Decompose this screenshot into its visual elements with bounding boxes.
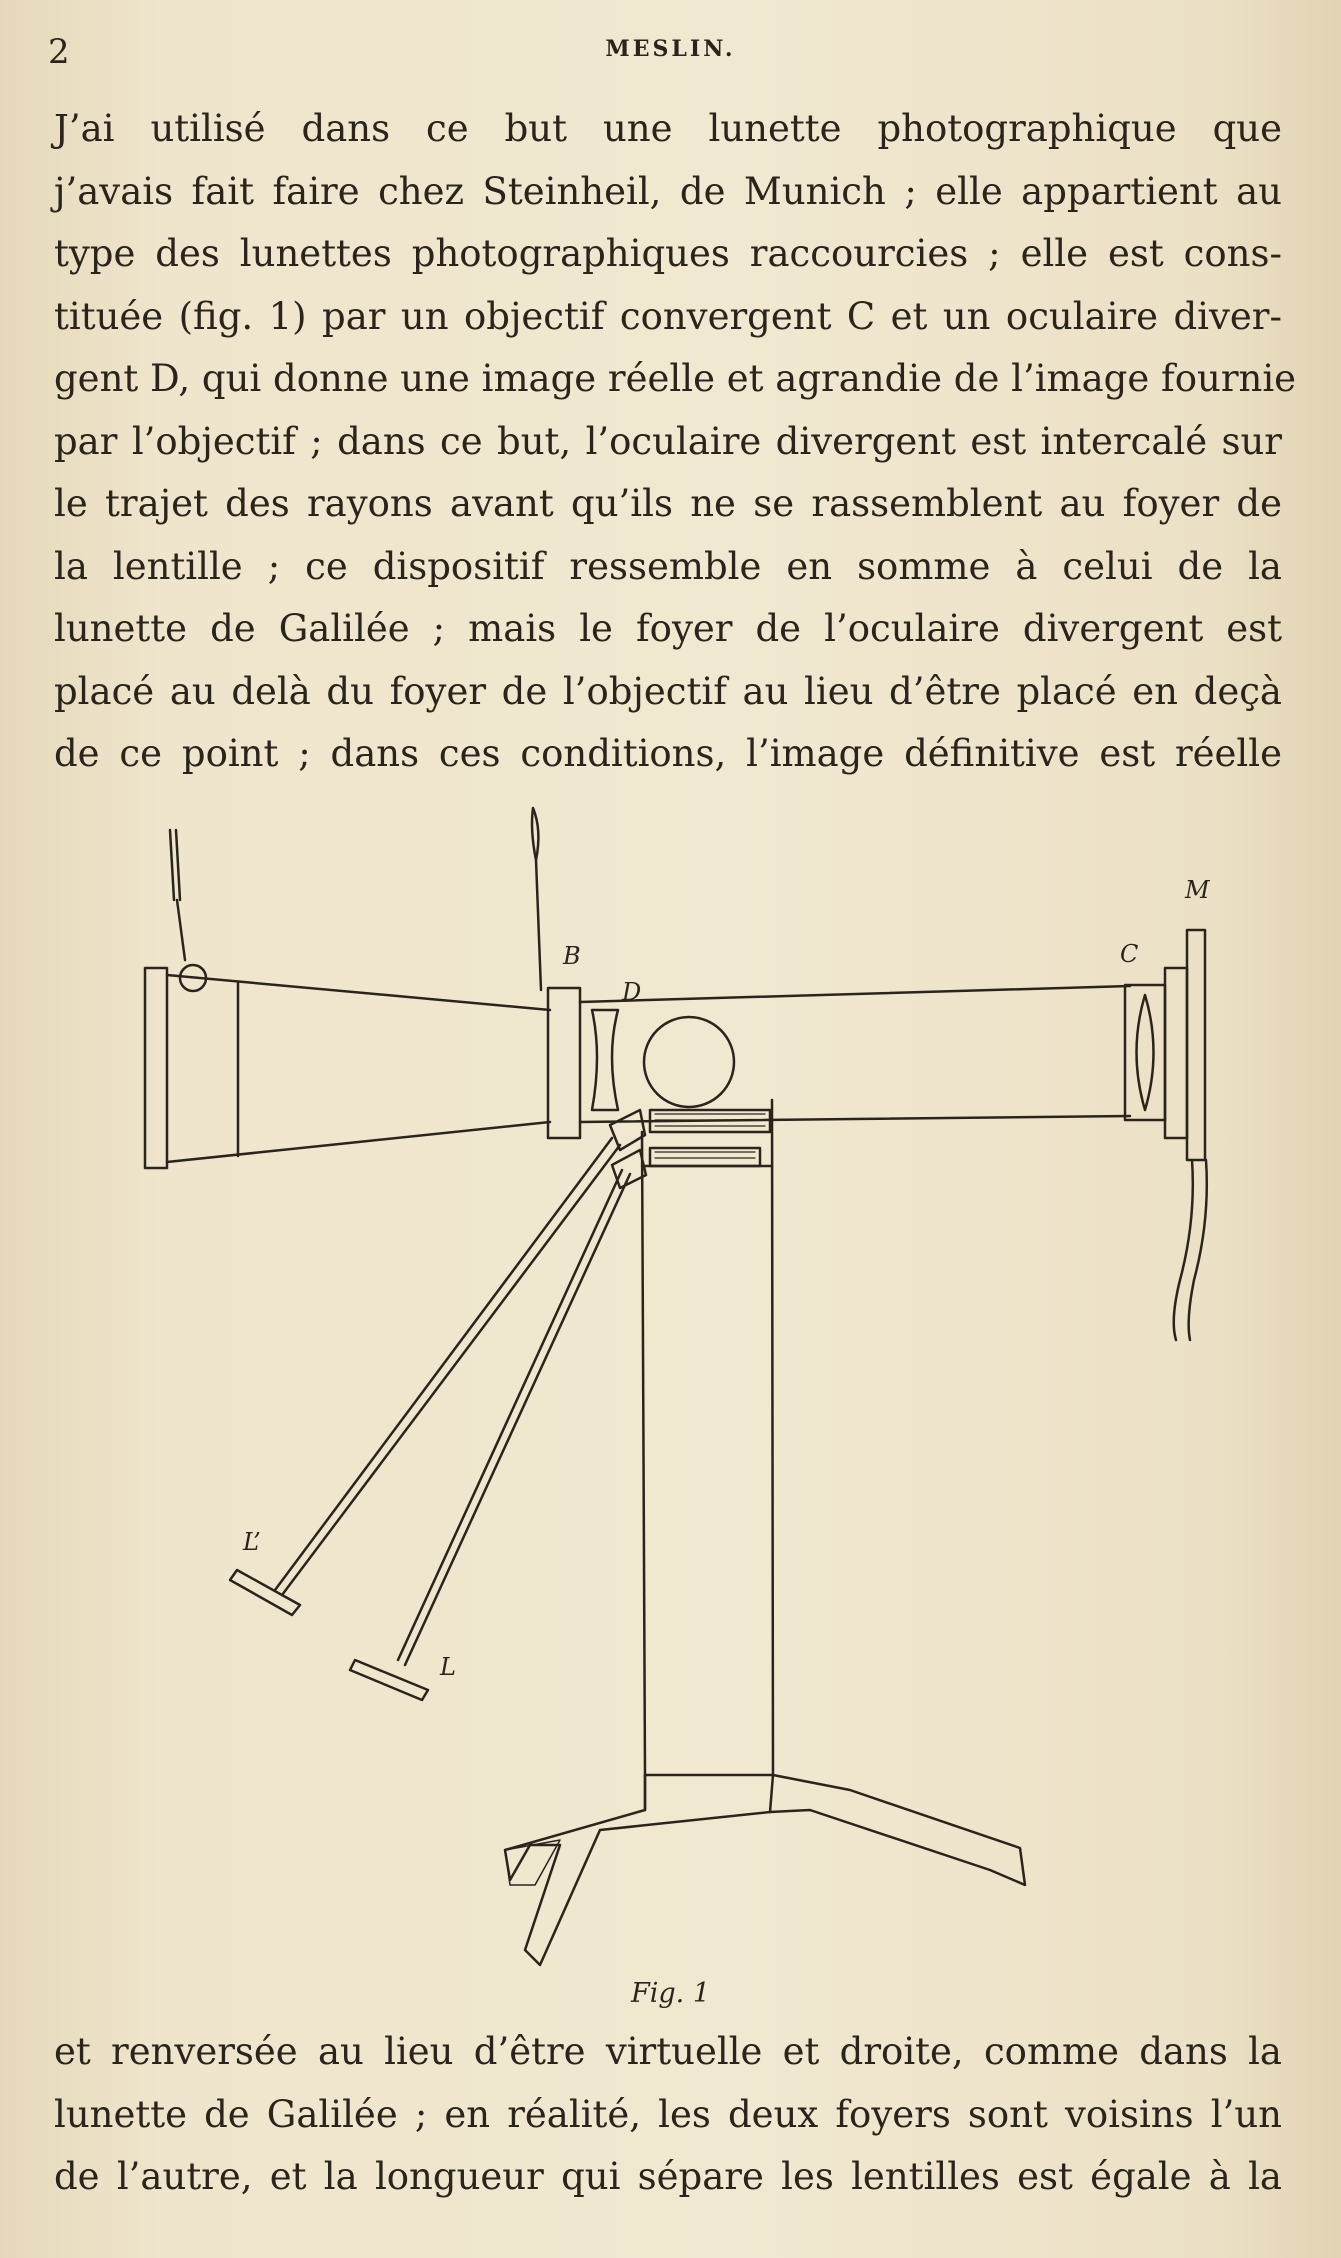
cone-bottom: [167, 1122, 550, 1162]
text-line: lunette de Galilée ; mais le foyer de l’oculaire divergent est: [54, 607, 1282, 650]
text-line: j’avais fait faire chez Steinheil, de Munich ; elle appartient au: [54, 169, 1282, 213]
left-end-plate: [145, 968, 167, 1168]
lens-d: [592, 1010, 618, 1110]
page-number: 2: [48, 32, 70, 72]
tube-top: [580, 986, 1130, 1002]
cable-l-b: [405, 1174, 630, 1665]
paragraph-top: [54, 98, 1297, 786]
knob-upper: [610, 1110, 645, 1150]
pointer-top: [532, 808, 538, 860]
objective-housing: [1125, 985, 1165, 1120]
text-line: et renversée au lieu d’être virtuelle et droite, comme dans la: [54, 2030, 1282, 2073]
cable-lprime-b: [282, 1145, 620, 1595]
text-line: lunette de Galilée ; en réalité, les deux foyers sont voisins l’un: [54, 2092, 1282, 2136]
text-line: de ce point ; dans ces conditions, l’image définitive est réelle: [54, 732, 1282, 775]
text-line: le trajet des rayons avant qu’ils ne se rassemblent au foyer de: [54, 482, 1282, 525]
upper-rail: [650, 1110, 770, 1132]
column-left: [642, 1132, 645, 1775]
text-line: tituée (fig. 1) par un objectif convergent C et un oculaire diver-: [54, 294, 1282, 338]
m-outer-plate: [1187, 930, 1205, 1160]
label-l: L: [440, 1653, 456, 1681]
text-line: par l’objectif ; dans ce but, l’oculaire divergent est intercalé sur: [54, 419, 1282, 463]
knob-lower: [612, 1150, 646, 1188]
b-plate: [548, 988, 580, 1138]
pointer-stem: [536, 860, 541, 990]
tripod-foot-hatch: [505, 1840, 560, 1885]
left-ring: [180, 965, 206, 991]
text-line: placé au delà du foyer de l’objectif au lieu d’être placé en deçà: [54, 669, 1282, 713]
left-rod: [170, 830, 174, 900]
running-head: MESLIN.: [605, 36, 736, 62]
cone-top: [167, 975, 550, 1010]
handle-lprime: [230, 1570, 300, 1615]
page-header: [0, 32, 1341, 72]
handle-l: [350, 1660, 428, 1700]
label-b: B: [563, 942, 581, 970]
text-line: gent D, qui donne une image réelle et agrandie de l’image fournie: [54, 357, 1297, 400]
m-inner-plate: [1165, 968, 1187, 1138]
text-line: la lentille ; ce dispositif ressemble en somme à celui de la: [54, 544, 1282, 588]
tube-bottom: [580, 1116, 1130, 1122]
cable-lprime-a: [275, 1138, 612, 1590]
lens-c: [1137, 995, 1154, 1110]
lower-rail: [650, 1148, 760, 1166]
text-line: J’ai utilisé dans ce but une lunette photographique que: [54, 107, 1282, 150]
lower-rail-hatch: [655, 1152, 755, 1158]
upper-rail-hatch: [655, 1114, 765, 1126]
sphere: [644, 1017, 734, 1107]
left-rod-edge: [176, 830, 180, 900]
tripod-neck-right: [770, 1775, 773, 1812]
tripod-base: [505, 1775, 1025, 1965]
paragraph-bottom: [54, 2021, 1282, 2209]
text-line: type des lunettes photographiques raccourcies ; elle est cons-: [54, 232, 1282, 275]
figure-caption: Fig. 1: [631, 1978, 710, 2009]
cable-l-a: [398, 1170, 622, 1660]
label-l-prime: L’: [243, 1528, 261, 1556]
column-right: [772, 1100, 773, 1775]
label-c: C: [1120, 940, 1139, 968]
label-m: M: [1185, 876, 1210, 904]
cable-right: [1189, 1160, 1207, 1340]
left-rod-lower: [177, 900, 185, 960]
text-line: de l’autre, et la longueur qui sépare les lentilles est égale à la: [54, 2155, 1282, 2198]
label-d: D: [622, 978, 642, 1006]
cable-left: [1174, 1160, 1193, 1340]
